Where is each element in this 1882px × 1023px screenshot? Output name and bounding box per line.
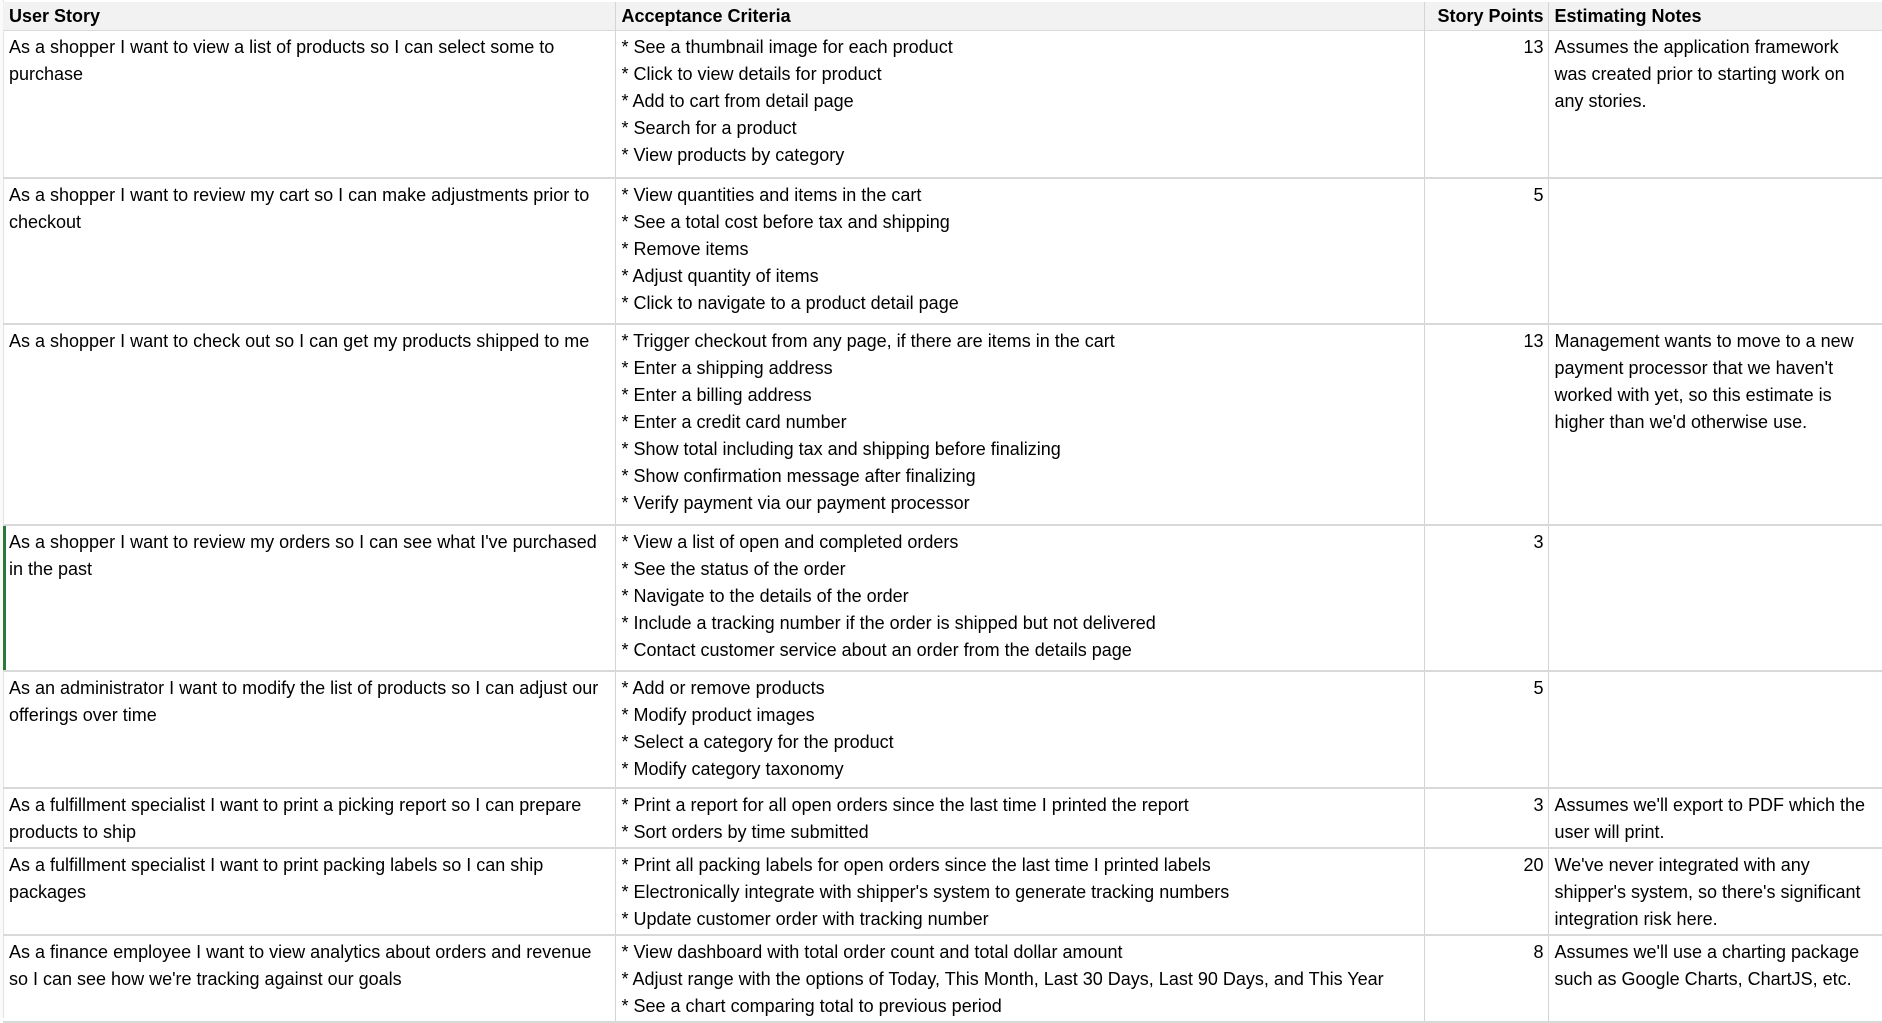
criteria-line: * Adjust quantity of items (621, 266, 819, 286)
criteria-line: * Navigate to the details of the order (621, 586, 909, 606)
cell-story-points[interactable]: 5 (1424, 178, 1548, 324)
criteria-line: * Show total including tax and shipping before finalizing (621, 439, 1061, 459)
header-cell-story-points[interactable]: Story Points (1424, 2, 1548, 31)
criteria-line: * View quantities and items in the cart (621, 185, 922, 205)
criteria-line: * Remove items (621, 239, 749, 259)
cell-user-story[interactable]: As a shopper I want to review my orders so I can see what I've purchased in the past (3, 525, 615, 671)
table-row (3, 31, 1882, 179)
criteria-line: * Trigger checkout from any page, if there are items in the cart (621, 331, 1115, 351)
cell-user-story[interactable]: As a fulfillment specialist I want to print a picking report so I can prepare products to ship (3, 788, 615, 848)
cell-story-points[interactable]: 20 (1424, 848, 1548, 935)
cell-estimating-notes[interactable]: Assumes we'll use a charting package such as Google Charts, ChartJS, etc. (1548, 935, 1882, 1022)
table-row (3, 324, 1882, 525)
criteria-line: * Print all packing labels for open orders since the last time I printed labels (621, 855, 1211, 875)
criteria-line: * See the status of the order (621, 559, 846, 579)
cell-story-points[interactable]: 3 (1424, 525, 1548, 671)
cell-user-story[interactable]: As a shopper I want to view a list of products so I can select some to purchase (3, 31, 615, 179)
criteria-line: * See a total cost before tax and shipping (621, 212, 950, 232)
cell-acceptance-criteria[interactable] (615, 31, 1424, 179)
cell-acceptance-criteria[interactable] (615, 935, 1424, 1022)
cell-user-story[interactable]: As a fulfillment specialist I want to print packing labels so I can ship packages (3, 848, 615, 935)
criteria-line: * Modify category taxonomy (621, 759, 844, 779)
table-row (3, 178, 1882, 324)
criteria-line: * Update customer order with tracking number (621, 909, 989, 929)
table-row (3, 525, 1882, 671)
cell-acceptance-criteria[interactable] (615, 848, 1424, 935)
criteria-line: * Include a tracking number if the order is shipped but not delivered (621, 613, 1156, 633)
cell-acceptance-criteria[interactable] (615, 178, 1424, 324)
criteria-line: * Enter a shipping address (621, 358, 833, 378)
criteria-line: * View a list of open and completed orders (621, 532, 959, 552)
criteria-line: * Verify payment via our payment processor (621, 493, 970, 513)
cell-user-story[interactable]: As an administrator I want to modify the list of products so I can adjust our offerings over time (3, 671, 615, 788)
cell-estimating-notes[interactable]: Assumes the application framework was created prior to starting work on any stories. (1548, 31, 1882, 179)
table-row (3, 671, 1882, 788)
criteria-line: * Search for a product (621, 118, 797, 138)
cell-estimating-notes[interactable] (1548, 671, 1882, 788)
cell-estimating-notes[interactable] (1548, 178, 1882, 324)
cell-estimating-notes[interactable] (1548, 525, 1882, 671)
criteria-line: * View dashboard with total order count and total dollar amount (621, 942, 1123, 962)
header-cell-user-story[interactable]: User Story (3, 2, 615, 31)
criteria-line: * Add to cart from detail page (621, 91, 854, 111)
cell-acceptance-criteria[interactable] (615, 324, 1424, 525)
criteria-line: * Enter a billing address (621, 385, 812, 405)
cell-estimating-notes[interactable]: We've never integrated with any shipper's system, so there's significant integration risk here. (1548, 848, 1882, 935)
criteria-line: * Enter a credit card number (621, 412, 847, 432)
criteria-line: * Sort orders by time submitted (621, 822, 869, 842)
criteria-line: * View products by category (621, 145, 845, 165)
criteria-line: * Print a report for all open orders since the last time I printed the report (621, 795, 1189, 815)
header-cell-estimating-notes[interactable]: Estimating Notes (1548, 2, 1882, 31)
cell-estimating-notes[interactable]: Assumes we'll export to PDF which the user will print. (1548, 788, 1882, 848)
criteria-line: * Click to navigate to a product detail page (621, 293, 959, 313)
criteria-line: * See a chart comparing total to previous period (621, 996, 1002, 1016)
criteria-line: * Contact customer service about an order from the details page (621, 640, 1132, 660)
cell-story-points[interactable]: 3 (1424, 788, 1548, 848)
spreadsheet-grid[interactable] (3, 2, 1882, 1023)
criteria-line: * Show confirmation message after finalizing (621, 466, 976, 486)
cell-estimating-notes[interactable]: Management wants to move to a new payment processor that we haven't worked with yet, so this estimate is higher than we'd otherwise use. (1548, 324, 1882, 525)
table-row (3, 788, 1882, 848)
cell-story-points[interactable]: 13 (1424, 31, 1548, 179)
user-stories-table (3, 2, 1882, 1023)
cell-acceptance-criteria[interactable] (615, 525, 1424, 671)
cell-acceptance-criteria[interactable] (615, 671, 1424, 788)
cell-story-points[interactable]: 5 (1424, 671, 1548, 788)
criteria-line: * Add or remove products (621, 678, 825, 698)
header-cell-acceptance-criteria[interactable]: Acceptance Criteria (615, 2, 1424, 31)
criteria-line: * Electronically integrate with shipper's system to generate tracking numbers (621, 882, 1230, 902)
criteria-line: * Modify product images (621, 705, 815, 725)
criteria-line: * See a thumbnail image for each product (621, 37, 953, 57)
criteria-line: * Click to view details for product (621, 64, 882, 84)
cell-user-story[interactable]: As a finance employee I want to view analytics about orders and revenue so I can see how we're tracking against our goals (3, 935, 615, 1022)
criteria-line: * Select a category for the product (621, 732, 894, 752)
table-row (3, 848, 1882, 935)
table-row (3, 935, 1882, 1022)
criteria-line: * Adjust range with the options of Today, This Month, Last 30 Days, Last 90 Days, and This Year (621, 969, 1384, 989)
header-row (3, 2, 1882, 31)
cell-acceptance-criteria[interactable] (615, 788, 1424, 848)
cell-user-story[interactable]: As a shopper I want to review my cart so I can make adjustments prior to checkout (3, 178, 615, 324)
cell-story-points[interactable]: 8 (1424, 935, 1548, 1022)
cell-user-story[interactable]: As a shopper I want to check out so I can get my products shipped to me (3, 324, 615, 525)
cell-story-points[interactable]: 13 (1424, 324, 1548, 525)
